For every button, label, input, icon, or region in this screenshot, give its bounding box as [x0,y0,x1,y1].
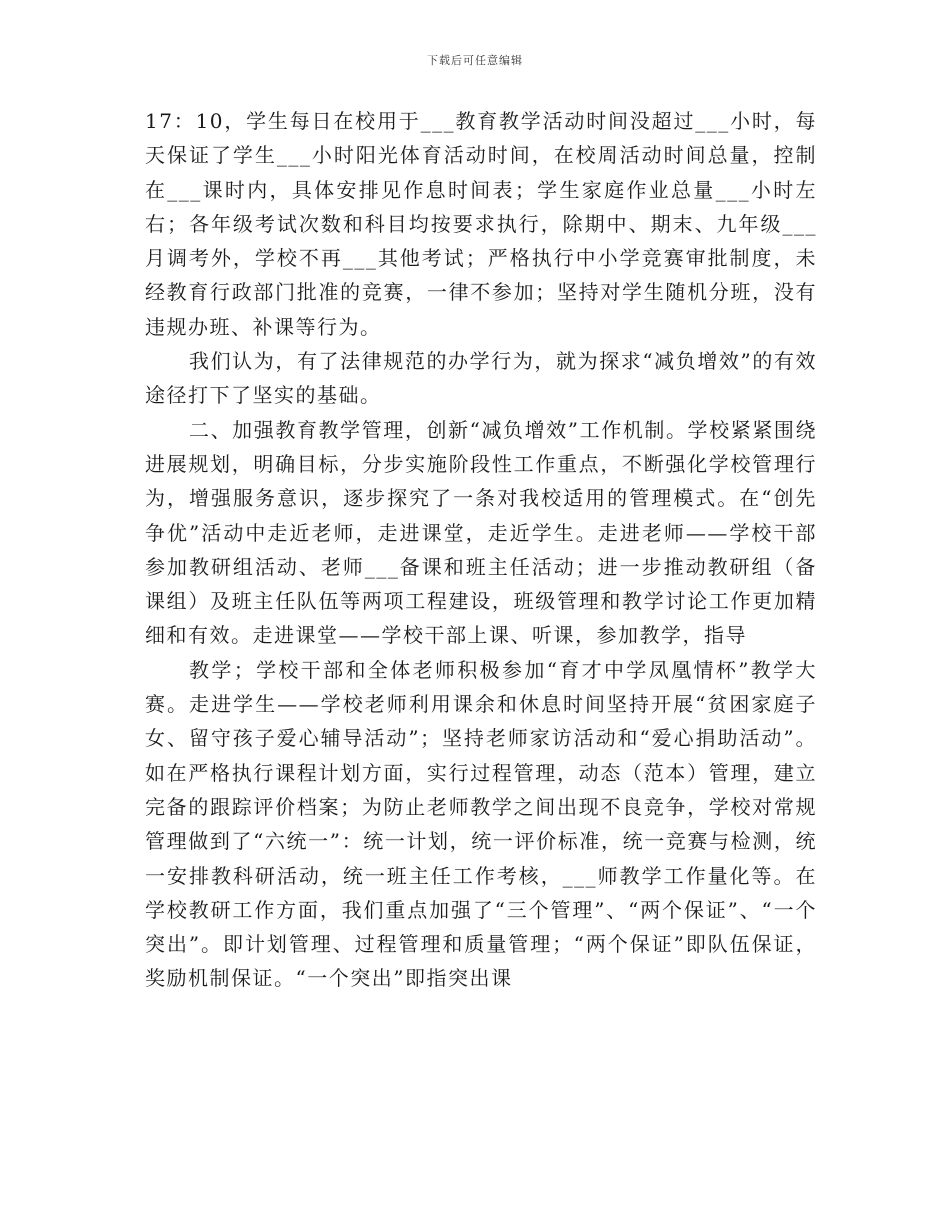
paragraph-2: 我们认为，有了法律规范的办学行为，就为探求“减负增效”的有效途径打下了坚实的基础。 [145,349,817,408]
paragraph-3: 二、加强教育教学管理，创新“减负增效”工作机制。学校紧紧围绕进展规划，明确目标，分步实施阶段性工作重点，不断强化学校管理行为，增强服务意识，逐步探究了一条对我校适用的管理模式。在“创先争优”活动中走近老师，走进课堂，走近学生。走进老师——学校干部参加教研组活动、老师___备课和班主任活动；进一步推动教研组（备课组）及班主任队伍等两项工程建设，班级管理和教学讨论工作更加精细和有效。走进课堂——学校干部上课、听课，参加教学，指导 [145,417,817,648]
paragraph-4: 教学；学校干部和全体老师积极参加“育才中学凤凰情杯”教学大赛。走进学生——学校老师利用课余和休息时间坚持开展“贫困家庭子女、留守孩子爱心辅导活动”；坚持老师家访活动和“爱心捐助活动”。如在严格执行课程计划方面，实行过程管理，动态（范本）管理，建立完备的跟踪评价档案；为防止老师教学之间出现不良竞争，学校对常规管理做到了“六统一”：统一计划，统一评价标准，统一竞赛与检测，统一安排教科研活动，统一班主任工作考核，___师教学工作量化等。在学校教研工作方面，我们重点加强了“三个管理”、“两个保证”、“一个突出”。即计划管理、过程管理和质量管理；“两个保证”即队伍保证，奖励机制保证。“一个突出”即指突出课 [145,657,817,991]
page-header: 下载后可任意编辑 [427,54,523,67]
paragraph-1: 17：10，学生每日在校用于___教育教学活动时间没超过___小时，每天保证了学生___小时阳光体育活动时间，在校周活动时间总量，控制在___课时内，具体安排见作息时间表；学生家庭作业总量___小时左右；各年级考试次数和科目均按要求执行，除期中、期末、九年级___月调考外，学校不再___其他考试；严格执行中小学竞赛审批制度，未经教育行政部门批准的竞赛，一律不参加；坚持对学生随机分班，没有违规办班、补课等行为。 [145,109,817,339]
document-body [145,104,817,996]
